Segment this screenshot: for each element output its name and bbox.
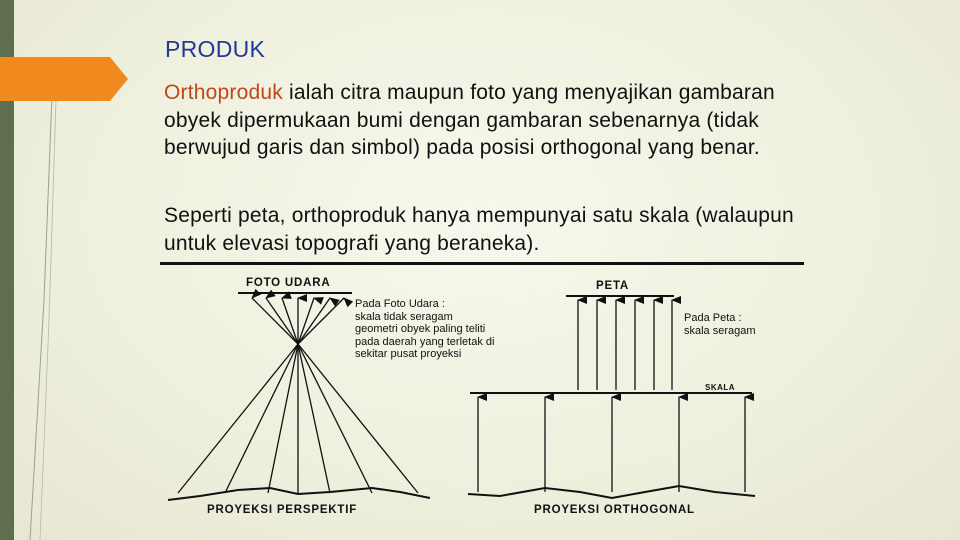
proyeksi-orthogonal-label: PROYEKSI ORTHOGONAL (534, 504, 695, 516)
perspective-ground (168, 488, 430, 500)
orthogonal-rays-upper (578, 300, 672, 390)
slide-title: PRODUK (165, 36, 266, 62)
note-line: pada daerah yang terletak di (355, 335, 495, 348)
orthoproduk-term: Orthoproduk (164, 81, 283, 104)
note-line: geometri obyek paling teliti (355, 323, 486, 335)
note-line: skala tidak seragam (355, 310, 453, 323)
scale-paragraph: Seperti peta, orthoproduk hanya mempunyai satu skala (walaupun untuk elevasi topografi yang beraneka). (164, 204, 794, 255)
definition-text: ialah citra maupun foto yang menyajikan gambaran obyek dipermukaan bumi dengan gambaran sebenarnya (tidak berwujud garis dan simbol) pada posisi orthogonal yang benar. (164, 81, 775, 159)
skala-label: SKALA (705, 383, 736, 392)
perspective-rays (178, 344, 418, 493)
proyeksi-perspektif-label: PROYEKSI PERSPEKTIF (207, 504, 358, 516)
foto-udara-note (355, 298, 494, 361)
note-line: Pada Foto Udara : (355, 298, 445, 310)
perspective-rays-upper (252, 298, 344, 344)
foto-udara-label: FOTO UDARA (246, 277, 331, 289)
peta-label: PETA (596, 280, 630, 292)
note-line: Pada Peta : (684, 312, 742, 324)
note-line: skala seragam (684, 324, 756, 337)
peta-note (684, 312, 756, 337)
note-line: sekitar pusat proyeksi (355, 348, 462, 360)
orthogonal-rays-lower (478, 397, 745, 492)
